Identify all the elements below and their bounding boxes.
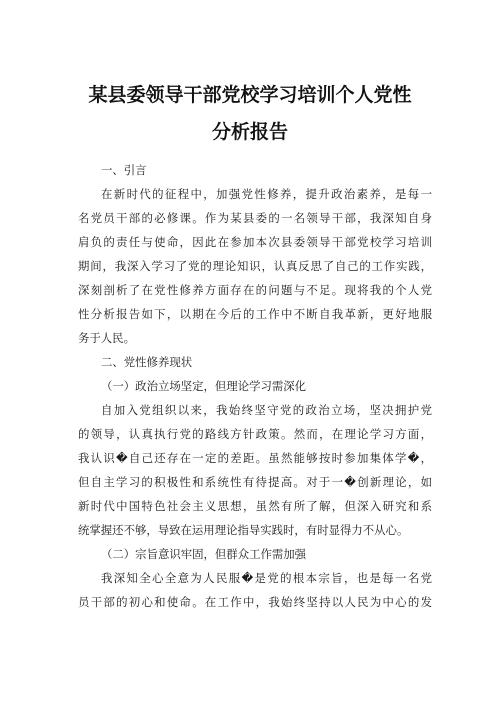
paragraph-line: 名党员干部的必修课。作为某县委的一名领导干部，我深知自身 [78,211,432,225]
paragraph-line: 的领导，认真执行党的路线方针政策。然而，在理论学习方面， [78,427,432,441]
paragraph-line: 统掌握还不够，导致在运用理论指导实践时，有时显得力不从心。 [78,523,409,537]
paragraph-line: 在新时代的征程中，加强党性修养，提升政治素养，是每一 [101,187,432,201]
paragraph-line: 期间，我深入学习了党的理论知识，认真反思了自己的工作实践， [78,259,432,273]
paragraph-line: 深刻剖析了在党性修养方面存在的问题与不足。现将我的个人党 [78,283,432,297]
paragraph-line: 但自主学习的积极性和系统性有待提高。对于一�创新理论，如 [78,475,432,489]
paragraph-line: 新时代中国特色社会主义思想，虽然有所了解，但深入研究和系 [78,499,432,513]
paragraph-line: 员干部的初心和使命。在工作中，我始终坚持以人民为中心的发 [78,595,432,609]
section-heading-introduction: 一、引言 [101,163,147,177]
paragraph-line: 性分析报告如下，以期在今后的工作中不断自我革新，更好地服 [78,307,432,321]
paragraph-line: 务于人民。 [78,331,135,345]
paragraph-line: 肩负的责任与使命，因此在参加本次县委领导干部党校学习培训 [78,235,432,249]
paragraph-line: 我认识�自己还存在一定的差距。虽然能够按时参加集体学�， [78,451,432,465]
paragraph-line: 自加入党组织以来，我始终坚守党的政治立场，坚决拥护党 [101,403,432,417]
subsection-heading-purpose-awareness: （二）宗旨意识牢固，但群众工作需加强 [101,547,307,561]
subsection-heading-political-stance: （一）政治立场坚定，但理论学习需深化 [101,379,307,393]
section-heading-party-spirit-status: 二、党性修养现状 [101,355,193,369]
document-title-line-2: 分析报告 [211,121,288,143]
paragraph-line: 我深知全心全意为人民服�是党的根本宗旨，也是每一名党 [101,571,432,585]
document-title-line-1: 某县委领导干部党校学习培训个人党性 [88,84,412,106]
